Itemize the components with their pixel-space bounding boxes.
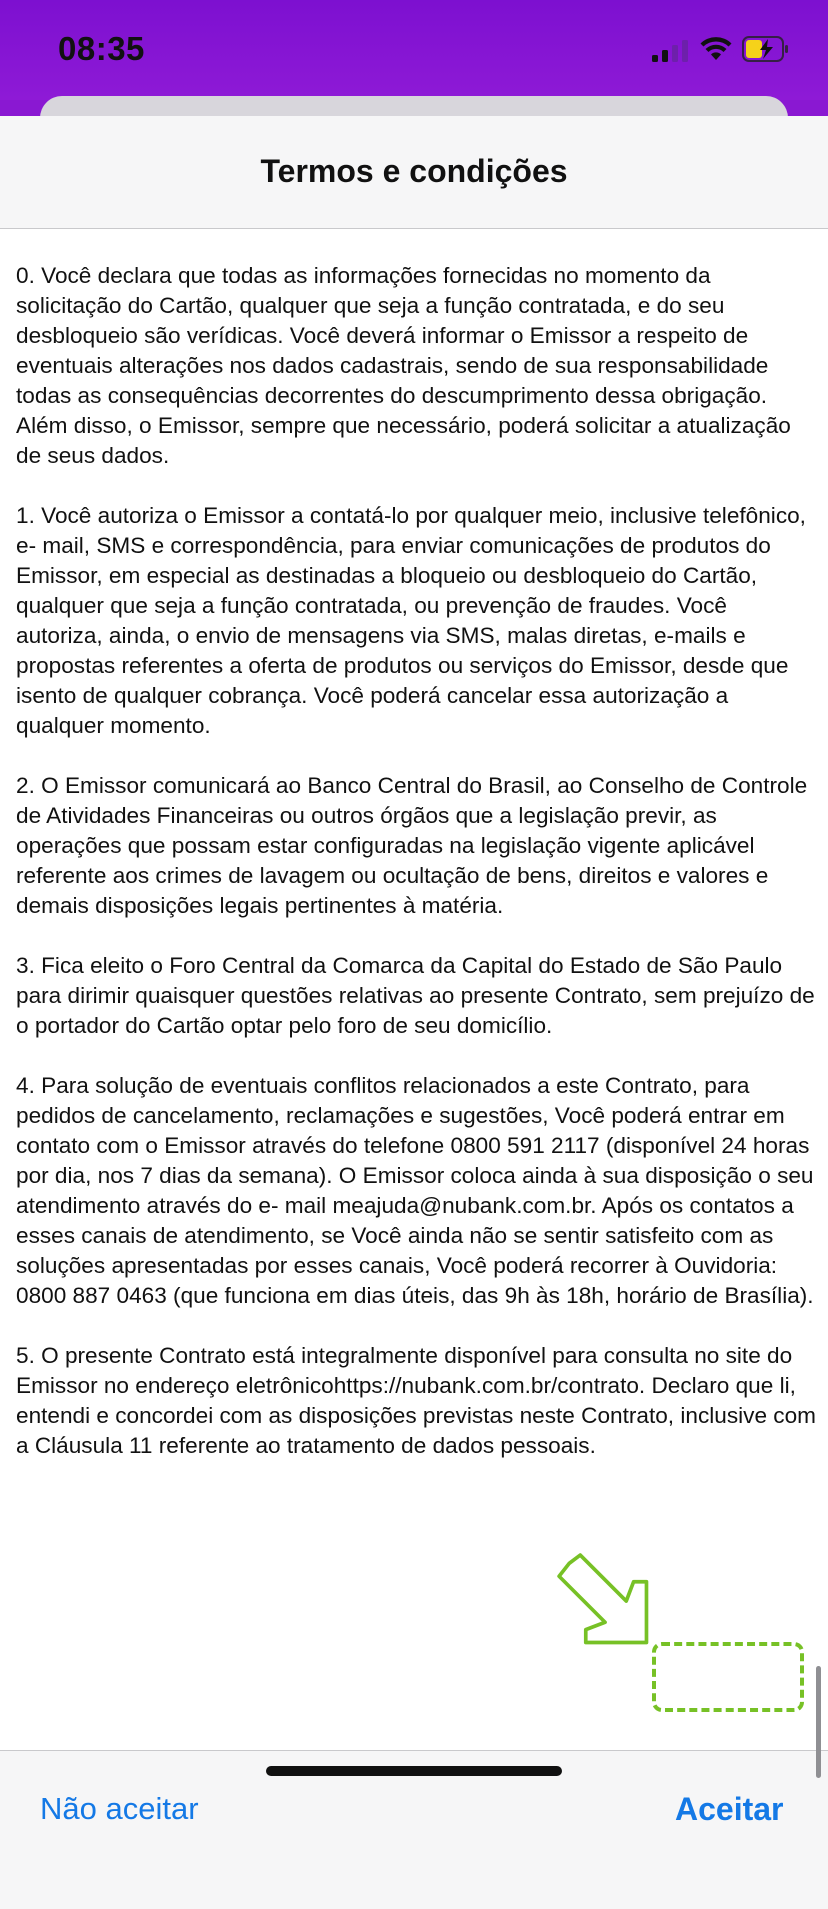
accept-button[interactable]: Aceitar: [675, 1791, 784, 1827]
status-bar: [0, 0, 828, 100]
scrollbar[interactable]: [816, 1666, 821, 1778]
terms-paragraph-0: 0. Você declara que todas as informações fornecidas no momento da solicitação do Cartão, qualquer que seja a função contratada, e do seu desbloqueio são verídicas. Você deverá informar o Emissor a respeito de eventuais alterações nos dados cadastrais, sendo de sua responsabilidade todas as consequências decorrentes do descumprimento dessa obrigação. Além disso, o Emissor, sempre que necessário, poderá solicitar a atualização de seus dados.: [16, 263, 791, 468]
wifi-icon: [700, 37, 732, 61]
terms-sheet: [0, 116, 828, 1827]
terms-paragraph-4: 4. Para solução de eventuais conflitos relacionados a este Contrato, para pedidos de cancelamento, reclamações e sugestões, Você poderá entrar em contato com o Emissor através do telefone 0800 591 2117 (disponível 24 horas por dia, nos 7 dias da semana). O Emissor coloca ainda à sua disposição o seu atendimento através do e- mail meajuda@nubank.com.br. Após os contatos a esses canais de atendimento, se Você ainda não se sentir satisfeito com as soluções apresentadas por esses canais, Você poderá recorrer à Ouvidoria: 0800 887 0463 (que funciona em dias úteis, das 9h às 18h, horário de Brasília).: [16, 1073, 814, 1308]
terms-content: [16, 201, 816, 1491]
terms-paragraph-5: 5. O presente Contrato está integralmente disponível para consulta no site do Emissor no endereço eletrônicohttps://nubank.com.br/contrato. Declaro que li, entendi e concordei com as disposições previstas neste Contrato, inclusive com a Cláusula 11 referente ao tratamento de dados pessoais.: [16, 1343, 816, 1458]
sheet-header: [0, 116, 828, 229]
diagonal-arrow-icon: [556, 1552, 656, 1652]
terms-paragraph-1: 1. Você autoriza o Emissor a contatá-lo por qualquer meio, inclusive telefônico, e- mail, SMS e correspondência, para enviar comunicações de produtos do Emissor, em especial as destinadas a bloqueio ou desbloqueio do Cartão, qualquer que seja a função contratada, ou prevenção de fraudes. Você autoriza, ainda, o envio de mensagens via SMS, malas diretas, e-mails e propostas referentes a oferta de produtos ou serviços do Emissor, desde que isento de qualquer cobrança. Você poderá cancelar essa autorização a qualquer momento.: [16, 503, 806, 738]
terms-scroll-area[interactable]: [0, 229, 828, 1749]
battery-charging-icon: [742, 36, 790, 62]
page-title: Termos e condições: [260, 153, 568, 189]
terms-paragraph-3: 3. Fica eleito o Foro Central da Comarca da Capital do Estado de São Paulo para dirimir quaisquer questões relativas ao presente Contrato, sem prejuízo de o portador do Cartão optar pelo foro de seu domicílio.: [16, 953, 815, 1038]
accept-highlight-box: [652, 1642, 804, 1712]
home-indicator[interactable]: [266, 1766, 562, 1776]
status-time: 08:35: [58, 30, 145, 67]
terms-paragraph-2: 2. O Emissor comunicará ao Banco Central do Brasil, ao Conselho de Controle de Atividades Financeiras ou outros órgãos que a legislação previr, as operações que possam estar configuradas na legislação vigente aplicável referente aos crimes de lavagem ou ocultação de bens, direitos e valores e demais disposições legais pertinentes à matéria.: [16, 773, 808, 918]
decline-button[interactable]: Não aceitar: [40, 1791, 199, 1826]
cellular-signal-icon: [652, 40, 690, 62]
